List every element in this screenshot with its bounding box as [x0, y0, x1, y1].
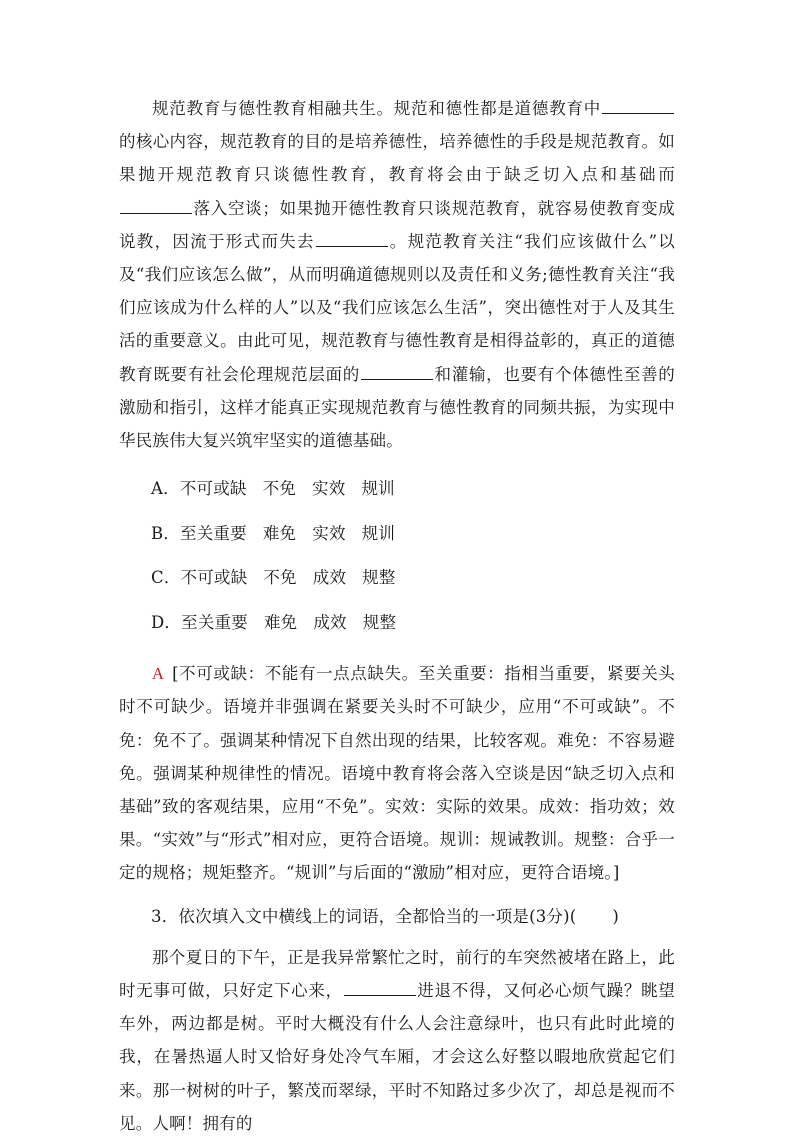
option-word: 实效	[312, 479, 346, 499]
passage-2-seg-1: 那个夏日的下午，正是我异常繁忙之时，前行的车突然被堵在路上，此时无事可做，只好定下心来，	[119, 947, 675, 1001]
option-word: 不免	[263, 568, 297, 588]
option-word: 规训	[361, 523, 396, 543]
option-a	[119, 467, 675, 512]
option-letter: C．	[151, 568, 181, 588]
option-word: 成效	[312, 568, 347, 588]
option-word: 不可或缺	[179, 479, 247, 499]
option-d	[119, 601, 675, 646]
passage-1-seg-1: 规范教育与德性教育相融共生。规范和德性都是道德教育中	[152, 99, 601, 118]
question-3	[119, 900, 675, 933]
option-word: 规整	[362, 568, 396, 588]
passage-2	[119, 941, 675, 1140]
option-word: 难免	[262, 523, 297, 543]
fill-blank-5	[344, 981, 416, 996]
option-letter: D．	[151, 612, 182, 632]
answer-explanation	[119, 657, 675, 889]
option-letter: A．	[151, 479, 180, 499]
option-word: 成效	[313, 612, 347, 632]
fill-blank-1	[602, 99, 674, 114]
passage-1-seg-5: 和灌输，也要有个体德性至善的激励和指引，这样才能真正实现规范教育与德性教育的同频共振，为实现中华民族伟大复兴筑牢坚实的道德基础。	[119, 364, 675, 451]
option-b	[119, 512, 675, 557]
option-word: 不可或缺	[180, 568, 248, 588]
option-letter: B．	[151, 523, 181, 543]
fill-blank-3	[316, 232, 388, 247]
option-c	[119, 556, 675, 601]
passage-1-seg-2: 的核心内容，规范教育的目的是培养德性，培养德性的手段是规范教育。如果抛开规范教育只谈德性教育，教育将会由于缺乏切入点和基础而	[119, 132, 675, 185]
fill-blank-2	[120, 199, 192, 214]
fill-blank-4	[361, 365, 433, 380]
question-3-text: 3．依次填入文中横线上的词语，全都恰当的一项是(3分)(	[151, 906, 577, 926]
option-word: 难免	[263, 612, 298, 632]
passage-1	[119, 92, 675, 457]
option-word: 至关重要	[180, 523, 247, 543]
option-word: 规整	[362, 612, 397, 632]
passage-1-seg-4: 。规范教育关注“我们应该做什么”以及“我们应该怎么做”，从而明确道德规则以及责任和义务;德性教育关注“我们应该成为什么样的人”以及“我们应该怎么生活”，突出德性对于人及其生活的重要意义。由此可见，规范教育与德性教育是相得益彰的，真正的道德教育既要有社会伦理规范层面的	[119, 231, 676, 384]
document-page	[119, 92, 675, 1140]
option-word: 至关重要	[181, 612, 248, 632]
option-word: 不免	[262, 479, 297, 499]
answer-key: A	[152, 664, 165, 684]
answer-options	[119, 467, 675, 645]
passage-2-seg-2: 进退不得，又何必心烦气躁？眺望车外，两边都是树。平时大概没有什么人会注意绿叶，也只有此时此境的我，在暑热逼人时又恰好身处冷气车厢，才会这么好整以暇地欣赏起它们来。那一树树的叶子，繁茂而翠绿，平时不知路过多少次了，却总是视而不见。人啊！拥有的	[119, 981, 676, 1133]
option-word: 规训	[361, 479, 395, 499]
passage-1-seg-3: 落入空谈；如果抛开德性教育只谈规范教育，就容易使教育变成说教，因流于形式而失去	[119, 198, 675, 251]
question-3-close: )	[612, 906, 620, 926]
explanation-text: [不可或缺：不能有一点点缺失。至关重要：指相当重要，紧要关头时不可缺少。语境并非强调在紧要关头时不可缺少，应用“不可或缺”。不免：免不了。强调某种情况下自然出现的结果，比较客观。难免：不容易避免。强调某种规律性的情况。语境中教育将会落入空谈是因“缺乏切入点和基础”致的客观结果，应用“不免”。实效：实际的效果。成效：指功效；效果。“实效”与“形式”相对应，更符合语境。规训：规诫教训。规整：合乎一定的规格；规矩整齐。“规训”与后面的“激励”相对应，更符合语境。]	[119, 664, 675, 883]
option-word: 实效	[312, 523, 346, 543]
